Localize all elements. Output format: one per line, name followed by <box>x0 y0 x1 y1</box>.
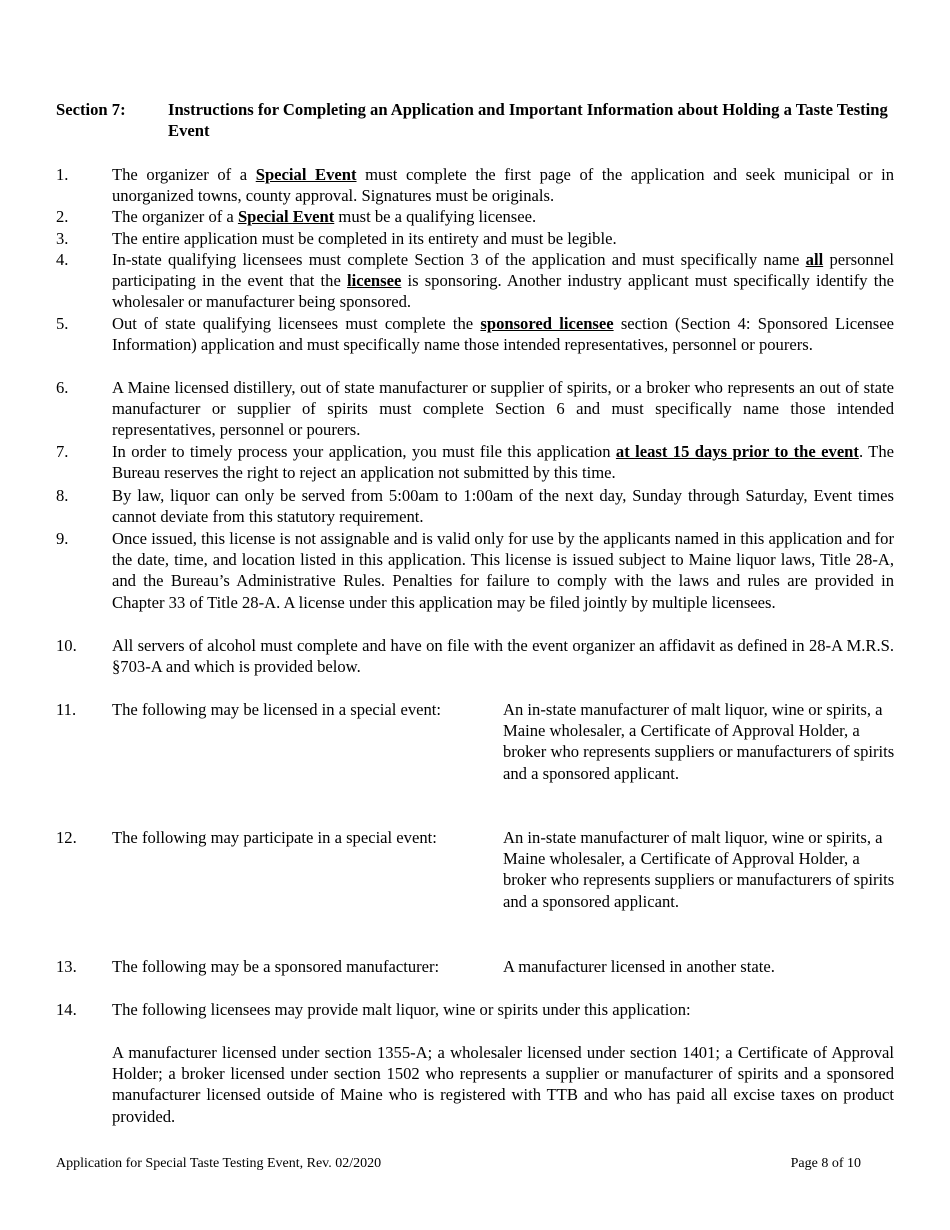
item-number: 12. <box>56 828 77 847</box>
item-text: The following licensees may provide malt liquor, wine or spirits under this application: <box>112 1000 691 1019</box>
item-detail: A manufacturer licensed in another state. <box>503 957 775 976</box>
item-number: 10. <box>56 636 77 655</box>
item-detail: An in-state manufacturer of malt liquor, wine or spirits, a Maine wholesaler, a Certificate of Approval Holder, a broker who represents suppliers or manufacturers of spirits and a sponsored applicant. <box>503 700 895 783</box>
item-text: The organizer of a Special Event must be a qualifying licensee. <box>112 207 537 226</box>
emphasis: Special Event <box>255 165 357 184</box>
item-number: 13. <box>56 957 77 976</box>
item-number: 5. <box>56 314 69 333</box>
item-text: By law, liquor can only be served from 5:00am to 1:00am of the next day, Sunday through Saturday, Event times cannot deviate from this statutory requirement. <box>112 486 894 527</box>
item-number: 7. <box>56 442 69 461</box>
item-text: In order to timely process your application, you must file this application at least 15 days prior to the event. The Bureau reserves the right to reject an application not submitted by this time. <box>112 442 894 483</box>
item-number: 9. <box>56 529 69 548</box>
item-number: 2. <box>56 207 69 226</box>
item-number: 1. <box>56 165 69 184</box>
emphasis: at least 15 days prior to the event <box>615 442 859 461</box>
item-text: Once issued, this license is not assignable and is valid only for use by the applicants named in this application and for the date, time, and location listed in this application. This license is issued subject to Maine liquor laws, Title 28-A, and the Bureau’s Administrative Rules. Penalties for failure to comply with the laws and rules are provided in Chapter 33 of Title 28-A. A license under this application may be filed jointly by multiple licensees. <box>112 529 894 612</box>
item-number: 14. <box>56 1000 77 1019</box>
item-text: In-state qualifying licensees must complete Section 3 of the application and must specifically name all personnel participating in the event that the licensee is sponsoring. Another industry applicant must specifically identify the wholesaler or manufacturer being sponsored. <box>112 250 894 312</box>
item-number: 4. <box>56 250 69 269</box>
emphasis: all <box>805 250 824 269</box>
item-text: The following may be a sponsored manufacturer: <box>112 957 440 976</box>
item-number: 11. <box>56 700 77 719</box>
item-text: Out of state qualifying licensees must complete the sponsored licensee section (Section 4: Sponsored Licensee Information) application and must specifically name those intended representatives, personnel or pourers. <box>112 314 894 355</box>
item-14-paragraph: A manufacturer licensed under section 1355-A; a wholesaler licensed under section 1401; a Certificate of Approval Holder; a broker licensed under section 1502 who represents a supplier or manufacturer of spirits and a sponsored manufacturer licensed outside of Maine who is registered with TTB and who has paid all excise taxes on product provided. <box>112 1043 894 1126</box>
item-text: All servers of alcohol must complete and have on file with the event organizer an affidavit as defined in 28-A M.R.S. §703-A and which is provided below. <box>112 636 894 677</box>
item-text: A Maine licensed distillery, out of state manufacturer or supplier of spirits, or a broker who represents an out of state manufacturer or supplier of spirits must complete Section 6 and must specifically name those intended representatives, personnel or pourers. <box>112 378 894 440</box>
section-label: Section 7: <box>56 100 126 119</box>
item-text: The organizer of a Special Event must complete the first page of the application and seek municipal or in unorganized towns, county approval. Signatures must be originals. <box>112 165 895 206</box>
item-number: 3. <box>56 229 69 248</box>
item-text: The following may participate in a special event: <box>112 828 437 847</box>
emphasis: Special Event <box>237 207 335 226</box>
item-detail: An in-state manufacturer of malt liquor, wine or spirits, a Maine wholesaler, a Certificate of Approval Holder, a broker who represents suppliers or manufacturers of spirits and a sponsored applicant. <box>503 828 895 911</box>
item-number: 6. <box>56 378 69 397</box>
item-text: The entire application must be completed in its entirety and must be legible. <box>112 229 617 248</box>
emphasis: sponsored licensee <box>480 314 614 333</box>
item-text: The following may be licensed in a special event: <box>112 700 441 719</box>
footer-document-title: Application for Special Taste Testing Event, Rev. 02/2020 <box>56 1156 382 1171</box>
item-number: 8. <box>56 486 69 505</box>
emphasis: licensee <box>346 271 402 291</box>
section-title: Instructions for Completing an Application and Important Information about Holding a Taste Testing Event <box>168 100 888 140</box>
footer-page-number: Page 8 of 10 <box>790 1156 861 1171</box>
